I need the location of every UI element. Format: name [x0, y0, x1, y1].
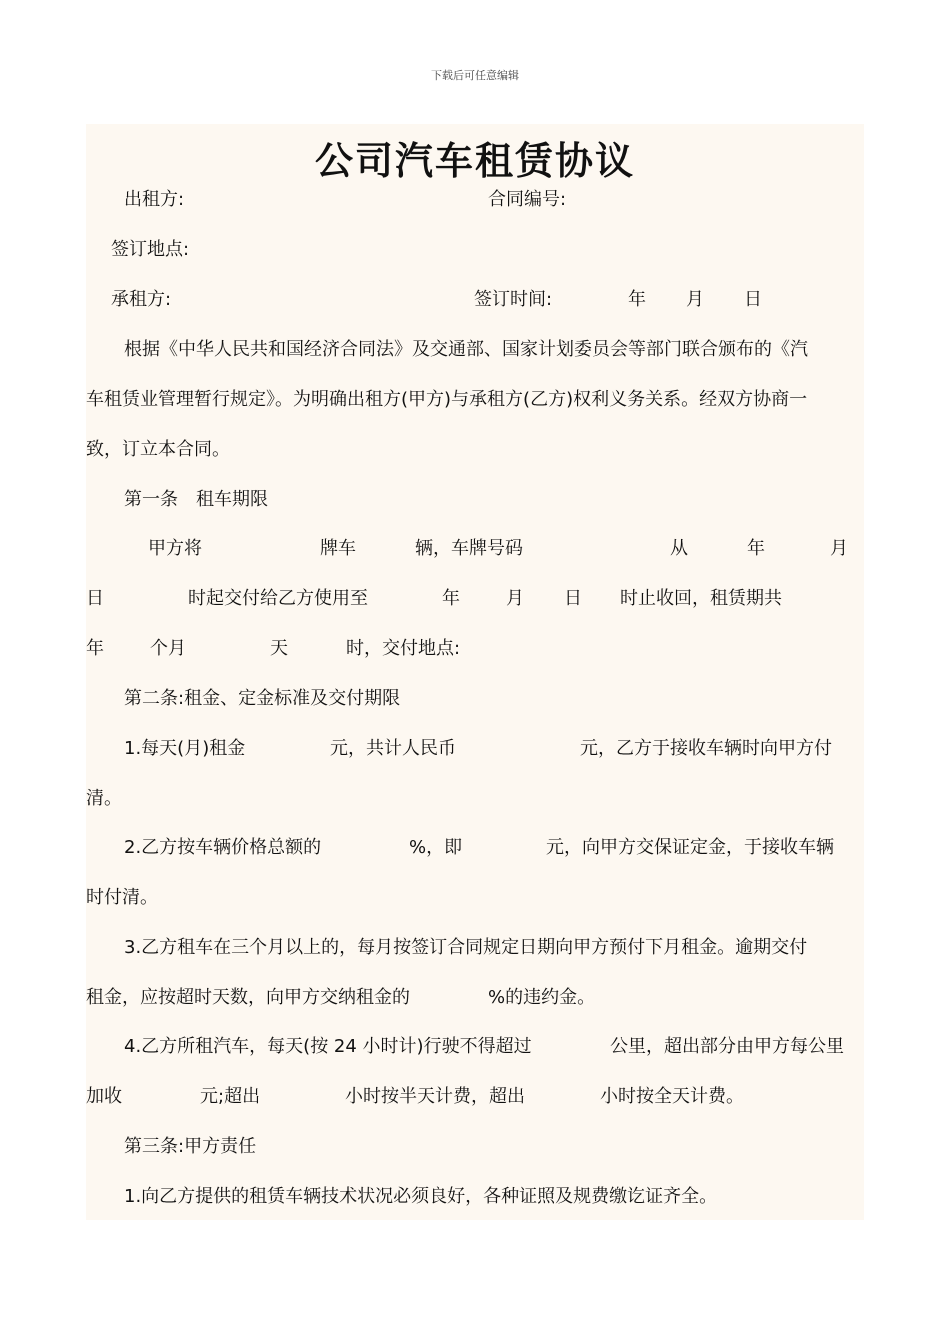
a2-c4-f: 小时按全天计费。 [600, 1086, 744, 1107]
a1-r1-a: 甲方将 [148, 538, 202, 559]
a2-c3-a: 3.乙方租车在三个月以上的，每月按签订合同规定日期向甲方预付下月租金。逾期交付 [124, 937, 808, 958]
lessee-label: 承租方: [111, 289, 172, 310]
a1-r3-d: 时，交付地点: [346, 638, 461, 659]
a1-r3-c: 天 [270, 638, 288, 659]
a1-r2-c: 年 [442, 588, 460, 609]
a1-r3-b: 个月 [150, 638, 186, 659]
a2-c1-c: 元，乙方于接收车辆时向甲方付 [580, 738, 832, 759]
a1-r2-e: 日 [564, 588, 582, 609]
a2-c4-e: 小时按半天计费，超出 [345, 1086, 525, 1107]
a2-c2-c: 元，向甲方交保证定金，于接收车辆 [546, 837, 834, 858]
sign-day: 日 [744, 289, 762, 310]
a1-r1-d: 从 [670, 538, 688, 559]
preamble-line-1: 根据《中华人民共和国经济合同法》及交通部、国家计划委员会等部门联合颁布的《汽 [124, 339, 808, 360]
a1-r3-a: 年 [86, 638, 104, 659]
article-1-heading: 第一条 租车期限 [124, 489, 268, 510]
header-note: 下载后可任意编辑 [431, 69, 519, 82]
a1-r2-f: 时止收回，租赁期共 [620, 588, 782, 609]
a2-c4-d: 元;超出 [200, 1086, 261, 1107]
preamble-line-2: 车租赁业管理暂行规定》。为明确出租方(甲方)与承租方(乙方)权利义务关系。经双方协商一 [86, 389, 808, 410]
a2-c1-b: 元，共计人民币 [330, 738, 456, 759]
sign-place-label: 签订地点: [111, 239, 190, 260]
a2-c3-c: %的违约金。 [488, 987, 596, 1008]
a2-c3-b: 租金，应按超时天数，向甲方交纳租金的 [86, 987, 410, 1008]
lessor-label: 出租方: [124, 189, 185, 210]
preamble-line-3: 致，订立本合同。 [86, 439, 230, 460]
contract-no-label: 合同编号: [488, 189, 567, 210]
a2-c2-d: 时付清。 [86, 887, 158, 908]
sign-month: 月 [686, 289, 704, 310]
a2-c4-c: 加收 [86, 1086, 122, 1107]
a2-c1-a: 1.每天(月)租金 [124, 738, 246, 759]
a2-c2-b: %，即 [409, 837, 463, 858]
article-2-heading: 第二条:租金、定金标准及交付期限 [124, 688, 401, 709]
document-title: 公司汽车租赁协议 [314, 139, 635, 183]
a1-r2-a: 日 [86, 588, 104, 609]
a2-c2-a: 2.乙方按车辆价格总额的 [124, 837, 322, 858]
a1-r1-c: 辆，车牌号码 [415, 538, 523, 559]
a2-c1-d: 清。 [86, 788, 122, 809]
a2-c4-a: 4.乙方所租汽车，每天(按 24 小时计)行驶不得超过 [124, 1036, 532, 1057]
a2-c4-b: 公里，超出部分由甲方每公里 [610, 1036, 844, 1057]
a1-r1-f: 月 [830, 538, 848, 559]
article-3-heading: 第三条:甲方责任 [124, 1136, 257, 1157]
a1-r2-d: 月 [506, 588, 524, 609]
sign-year: 年 [628, 289, 646, 310]
sign-time-label: 签订时间: [474, 289, 553, 310]
a1-r1-b: 牌车 [320, 538, 356, 559]
a1-r1-e: 年 [747, 538, 765, 559]
a1-r2-b: 时起交付给乙方使用至 [188, 588, 368, 609]
a3-c1: 1.向乙方提供的租赁车辆技术状况必须良好，各种证照及规费缴讫证齐全。 [124, 1186, 718, 1207]
